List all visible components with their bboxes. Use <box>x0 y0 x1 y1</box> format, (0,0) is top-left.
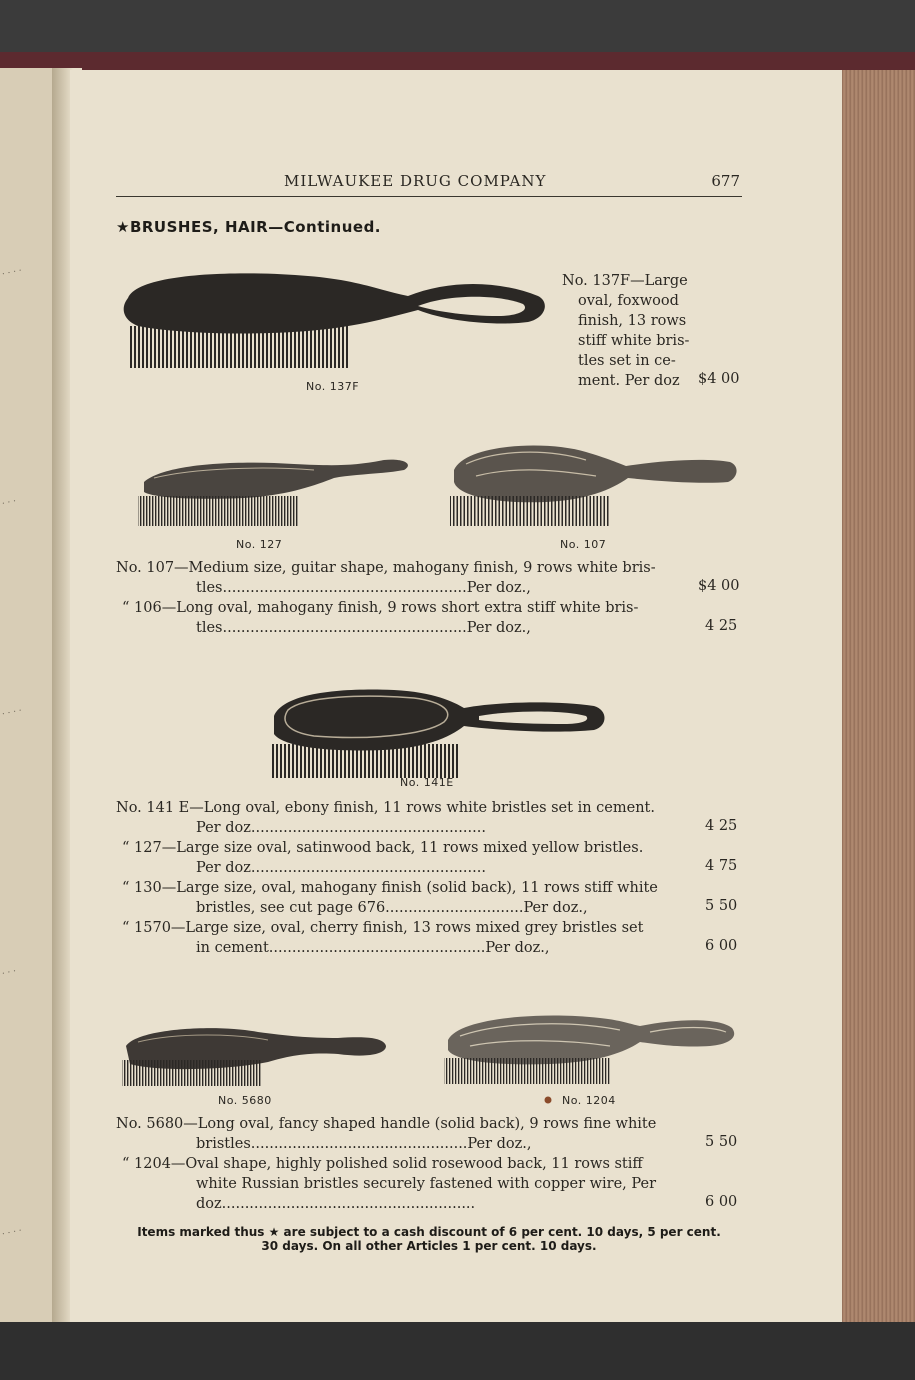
page-stack-edges <box>842 70 915 1322</box>
caption-5680: No. 5680 <box>218 1094 272 1107</box>
page-number: 677 <box>711 172 740 190</box>
item-106-price: 4 25 <box>705 618 738 634</box>
item-127-price: 4 75 <box>705 858 738 874</box>
item-106-line-1: “ 106—Long oval, mahogany finish, 9 rows short extra stiff white bris- <box>122 600 639 616</box>
brush-5680-illustration <box>118 1024 398 1094</box>
footer-line-2: 30 days. On all other Articles 1 per cent. 10 days. <box>261 1239 597 1253</box>
brush-107-illustration <box>446 440 746 530</box>
caption-1204: No. 1204 <box>562 1094 616 1107</box>
item-5680-line-2: bristles...............................................Per doz., <box>196 1136 532 1152</box>
ink-spot <box>543 1095 553 1105</box>
background-bottom <box>0 1322 915 1380</box>
item-130-line-2: bristles, see cut page 676..............................Per doz., <box>196 900 588 916</box>
running-header <box>116 170 742 197</box>
item-106-line-2: tles.....................................................Per doz., <box>196 620 531 636</box>
left-page-bleed: · · · · · · · · · · · · · · · · · · <box>1 266 23 1240</box>
brush-141e-illustration <box>264 686 614 786</box>
item-5680-line-1: No. 5680—Long oval, fancy shaped handle (solid back), 9 rows fine white <box>116 1116 657 1132</box>
caption-141e: No. 141E <box>400 776 454 789</box>
item-141e-price: 4 25 <box>705 818 738 834</box>
item-1570-line-2: in cement...............................................Per doz., <box>196 940 550 956</box>
item-1204-line-1: “ 1204—Oval shape, highly polished solid rosewood back, 11 rows stiff <box>122 1156 643 1172</box>
item-137f-line-2: oval, foxwood <box>578 293 679 309</box>
brush-127-illustration <box>134 452 414 532</box>
item-141e-line-2: Per doz................................................... <box>196 820 486 836</box>
item-137f-line-5: tles set in ce- <box>578 353 676 369</box>
item-137f-line-1: No. 137F—Large <box>562 273 688 289</box>
discount-footer <box>116 1225 742 1253</box>
item-1204-line-2: white Russian bristles securely fastened with copper wire, Per <box>196 1176 657 1192</box>
brush-137f-illustration <box>118 268 558 378</box>
item-130-line-1: “ 130—Large size, oval, mahogany finish (solid back), 11 rows stiff white <box>122 880 658 896</box>
brush-1204-illustration <box>440 1010 740 1090</box>
item-137f-price: $4 00 <box>698 371 740 387</box>
background-top <box>0 0 915 58</box>
caption-107: No. 107 <box>560 538 607 551</box>
item-127-line-2: Per doz................................................... <box>196 860 486 876</box>
item-137f-line-6: ment. Per doz <box>578 373 680 389</box>
item-130-price: 5 50 <box>705 898 738 914</box>
item-5680-price: 5 50 <box>705 1134 738 1150</box>
item-1204-line-3: doz....................................................... <box>196 1196 476 1212</box>
caption-127: No. 127 <box>236 538 283 551</box>
item-1570-line-1: “ 1570—Large size, oval, cherry finish, 13 rows mixed grey bristles set <box>122 920 644 936</box>
item-107-price: $4 00 <box>698 578 740 594</box>
header-title: MILWAUKEE DRUG COMPANY <box>284 172 547 190</box>
item-141e-line-1: No. 141 E—Long oval, ebony finish, 11 rows white bristles set in cement. <box>116 800 655 816</box>
item-137f-line-3: finish, 13 rows <box>578 313 687 329</box>
item-107-line-1: No. 107—Medium size, guitar shape, mahogany finish, 9 rows white bris- <box>116 560 656 576</box>
item-1570-price: 6 00 <box>705 938 738 954</box>
item-107-line-2: tles.....................................................Per doz., <box>196 580 531 596</box>
item-127-line-1: “ 127—Large size oval, satinwood back, 11 rows mixed yellow bristles. <box>122 840 644 856</box>
section-title: ★BRUSHES, HAIR—Continued. <box>116 218 382 236</box>
caption-137f: No. 137F <box>306 380 360 393</box>
footer-line-1: Items marked thus ★ are subject to a cash discount of 6 per cent. 10 days, 5 per cent. <box>137 1225 721 1239</box>
item-137f-line-4: stiff white bris- <box>578 333 690 349</box>
item-1204-price: 6 00 <box>705 1194 738 1210</box>
